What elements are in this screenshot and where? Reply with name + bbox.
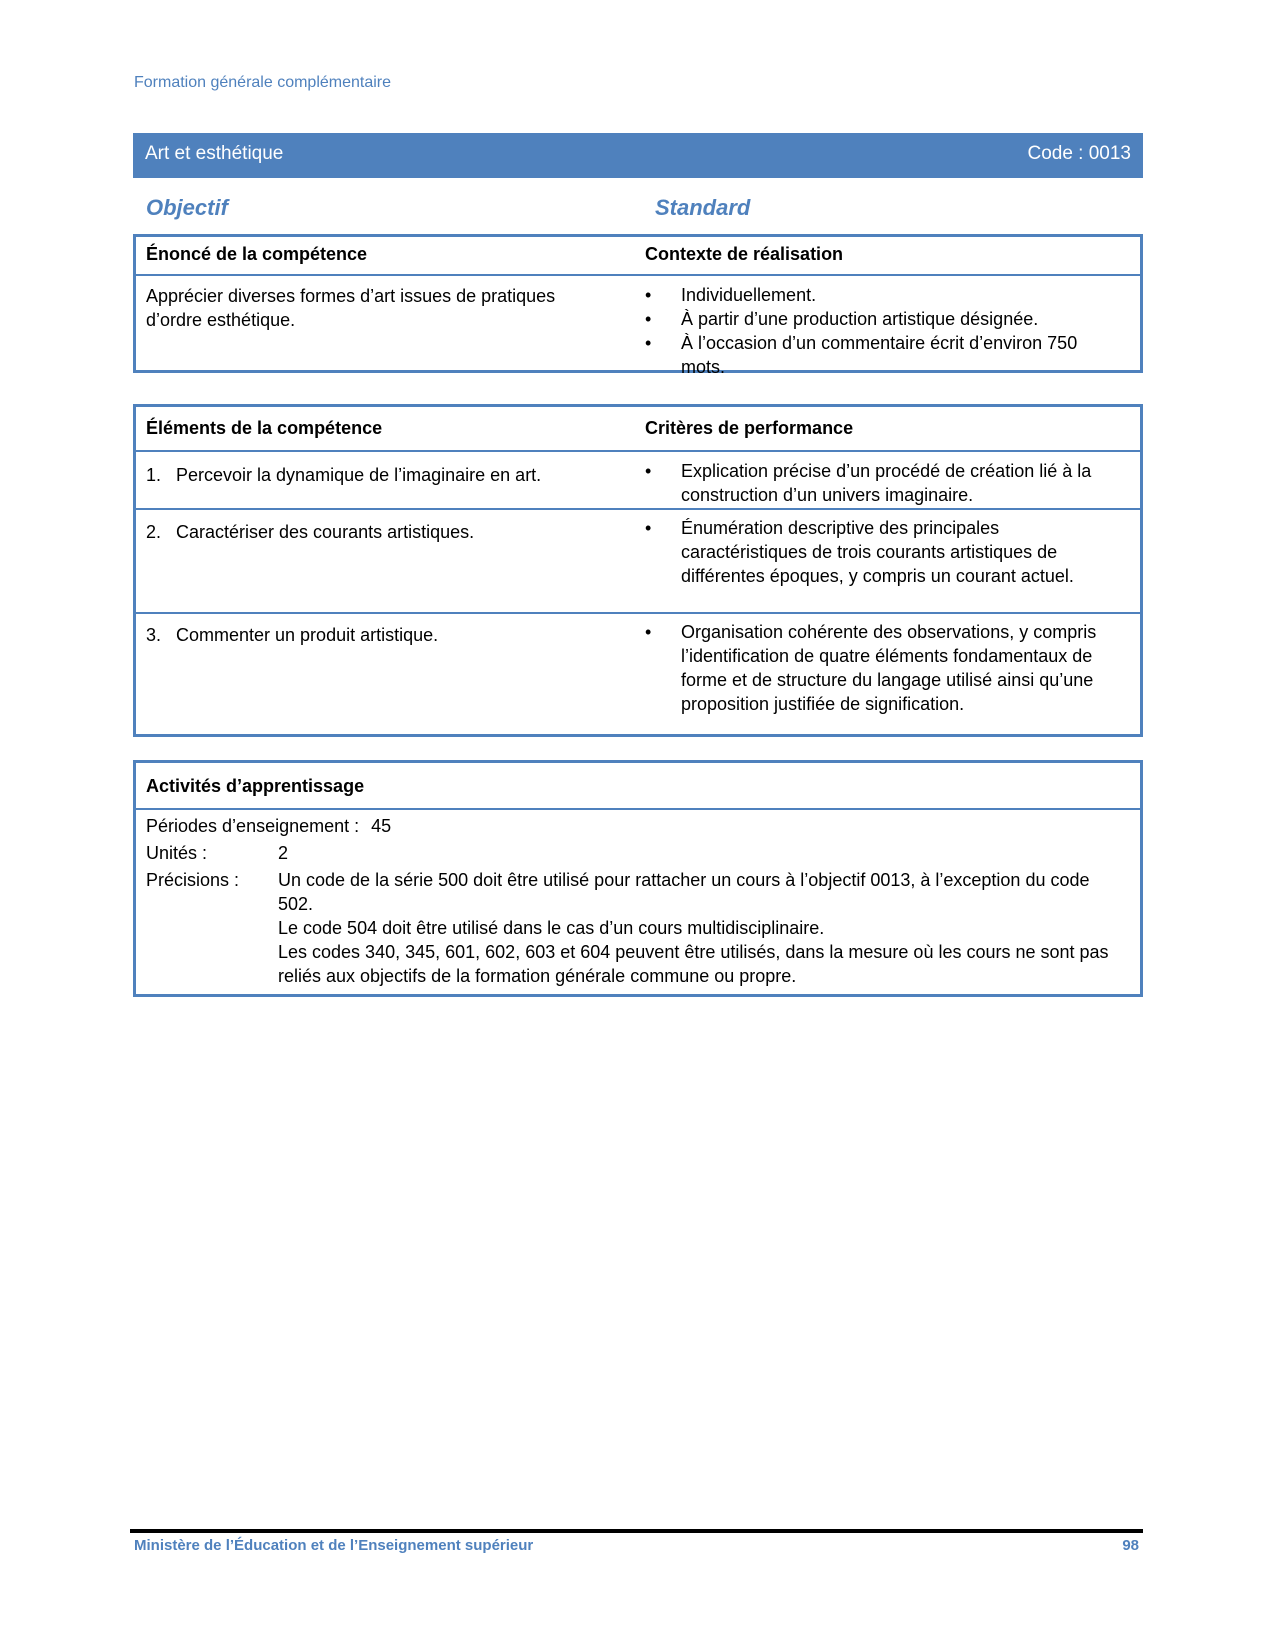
periodes-value: 45 [371, 816, 392, 836]
standard-label: Standard [655, 195, 751, 220]
element-item [146, 520, 616, 544]
periodes-line [146, 814, 1128, 838]
contexte-item: • À l’occasion d’un commentaire écrit d’environ 750 mots. [645, 331, 1125, 379]
element-row-2 [136, 510, 1140, 614]
elements-header: Éléments de la compétence [146, 418, 383, 438]
unites-line [146, 841, 1128, 865]
course-title: Art et esthétique [145, 143, 284, 164]
critere-item: • Énumération descriptive des principales caractéristiques de trois courants artistiques de différentes époques, y compris un courant actuel. [645, 516, 1125, 588]
periodes-label: Périodes d’enseignement : [146, 816, 360, 836]
contexte-item: • À partir d’une production artistique désignée. [645, 307, 1125, 331]
elements-header-row [136, 407, 1140, 452]
competence-table [133, 234, 1143, 377]
course-code: Code : 0013 [1027, 143, 1131, 164]
element-item [146, 463, 616, 487]
unites-value: 2 [278, 843, 289, 863]
critere-list [645, 459, 1125, 507]
precisions-label: Précisions : [146, 870, 240, 890]
unites-label: Unités : [146, 843, 208, 863]
enonce-text: Apprécier diverses formes d’art issues de pratiques d’ordre esthétique. [146, 286, 556, 330]
enonce-header: Énoncé de la compétence [146, 244, 368, 264]
page-footer [134, 1537, 1139, 1554]
element-text: Percevoir la dynamique de l’imaginaire en art. [176, 465, 542, 485]
running-header: Formation générale complémentaire [134, 74, 392, 91]
element-number: 2. [146, 522, 162, 542]
ministry-name: Ministère de l’Éducation et de l’Enseignement supérieur [134, 1537, 534, 1554]
element-text: Commenter un produit artistique. [176, 625, 439, 645]
activites-table [133, 760, 1143, 997]
title-bar [133, 133, 1143, 178]
section-labels [146, 195, 1142, 225]
critere-item: • Explication précise d’un procédé de création lié à la construction d’un univers imaginaire. [645, 459, 1125, 507]
activites-header-row [136, 763, 1140, 810]
activites-body [136, 810, 1140, 988]
precision-item: Un code de la série 500 doit être utilisé pour rattacher un cours à l’objectif 0013, à l’exception du code 502. [278, 870, 1090, 914]
critere-list [645, 516, 1125, 588]
element-number: 3. [146, 625, 162, 645]
contexte-list [645, 283, 1125, 379]
criteres-header: Critères de performance [645, 418, 854, 438]
contexte-item: • Individuellement. [645, 283, 1125, 307]
precision-item: Les codes 340, 345, 601, 602, 603 et 604 peuvent être utilisés, dans la mesure où les cours ne sont pas reliés aux objectifs de la formation générale commune ou propre. [278, 942, 1109, 986]
precisions-line [146, 868, 1128, 988]
precisions-text [278, 868, 1128, 988]
elements-table [133, 404, 1143, 737]
activites-header: Activités d’apprentissage [146, 776, 365, 796]
contexte-header: Contexte de réalisation [645, 244, 844, 264]
critere-list [645, 620, 1125, 716]
page-number: 98 [1122, 1537, 1139, 1554]
element-text: Caractériser des courants artistiques. [176, 522, 475, 542]
element-item [146, 623, 616, 647]
competence-header-row [136, 237, 1140, 276]
competence-body-row [136, 276, 1140, 377]
critere-item: • Organisation cohérente des observations, y compris l’identification de quatre éléments fondamentaux de forme et de structure du langage utilisé ainsi qu’une proposition justifiée de signification. [645, 620, 1125, 716]
footer-rule [130, 1529, 1143, 1533]
element-number: 1. [146, 465, 162, 485]
objectif-label: Objectif [146, 195, 228, 220]
element-row-3 [136, 614, 1140, 740]
element-row-1 [136, 452, 1140, 510]
precision-item: Le code 504 doit être utilisé dans le cas d’un cours multidisciplinaire. [278, 918, 825, 938]
